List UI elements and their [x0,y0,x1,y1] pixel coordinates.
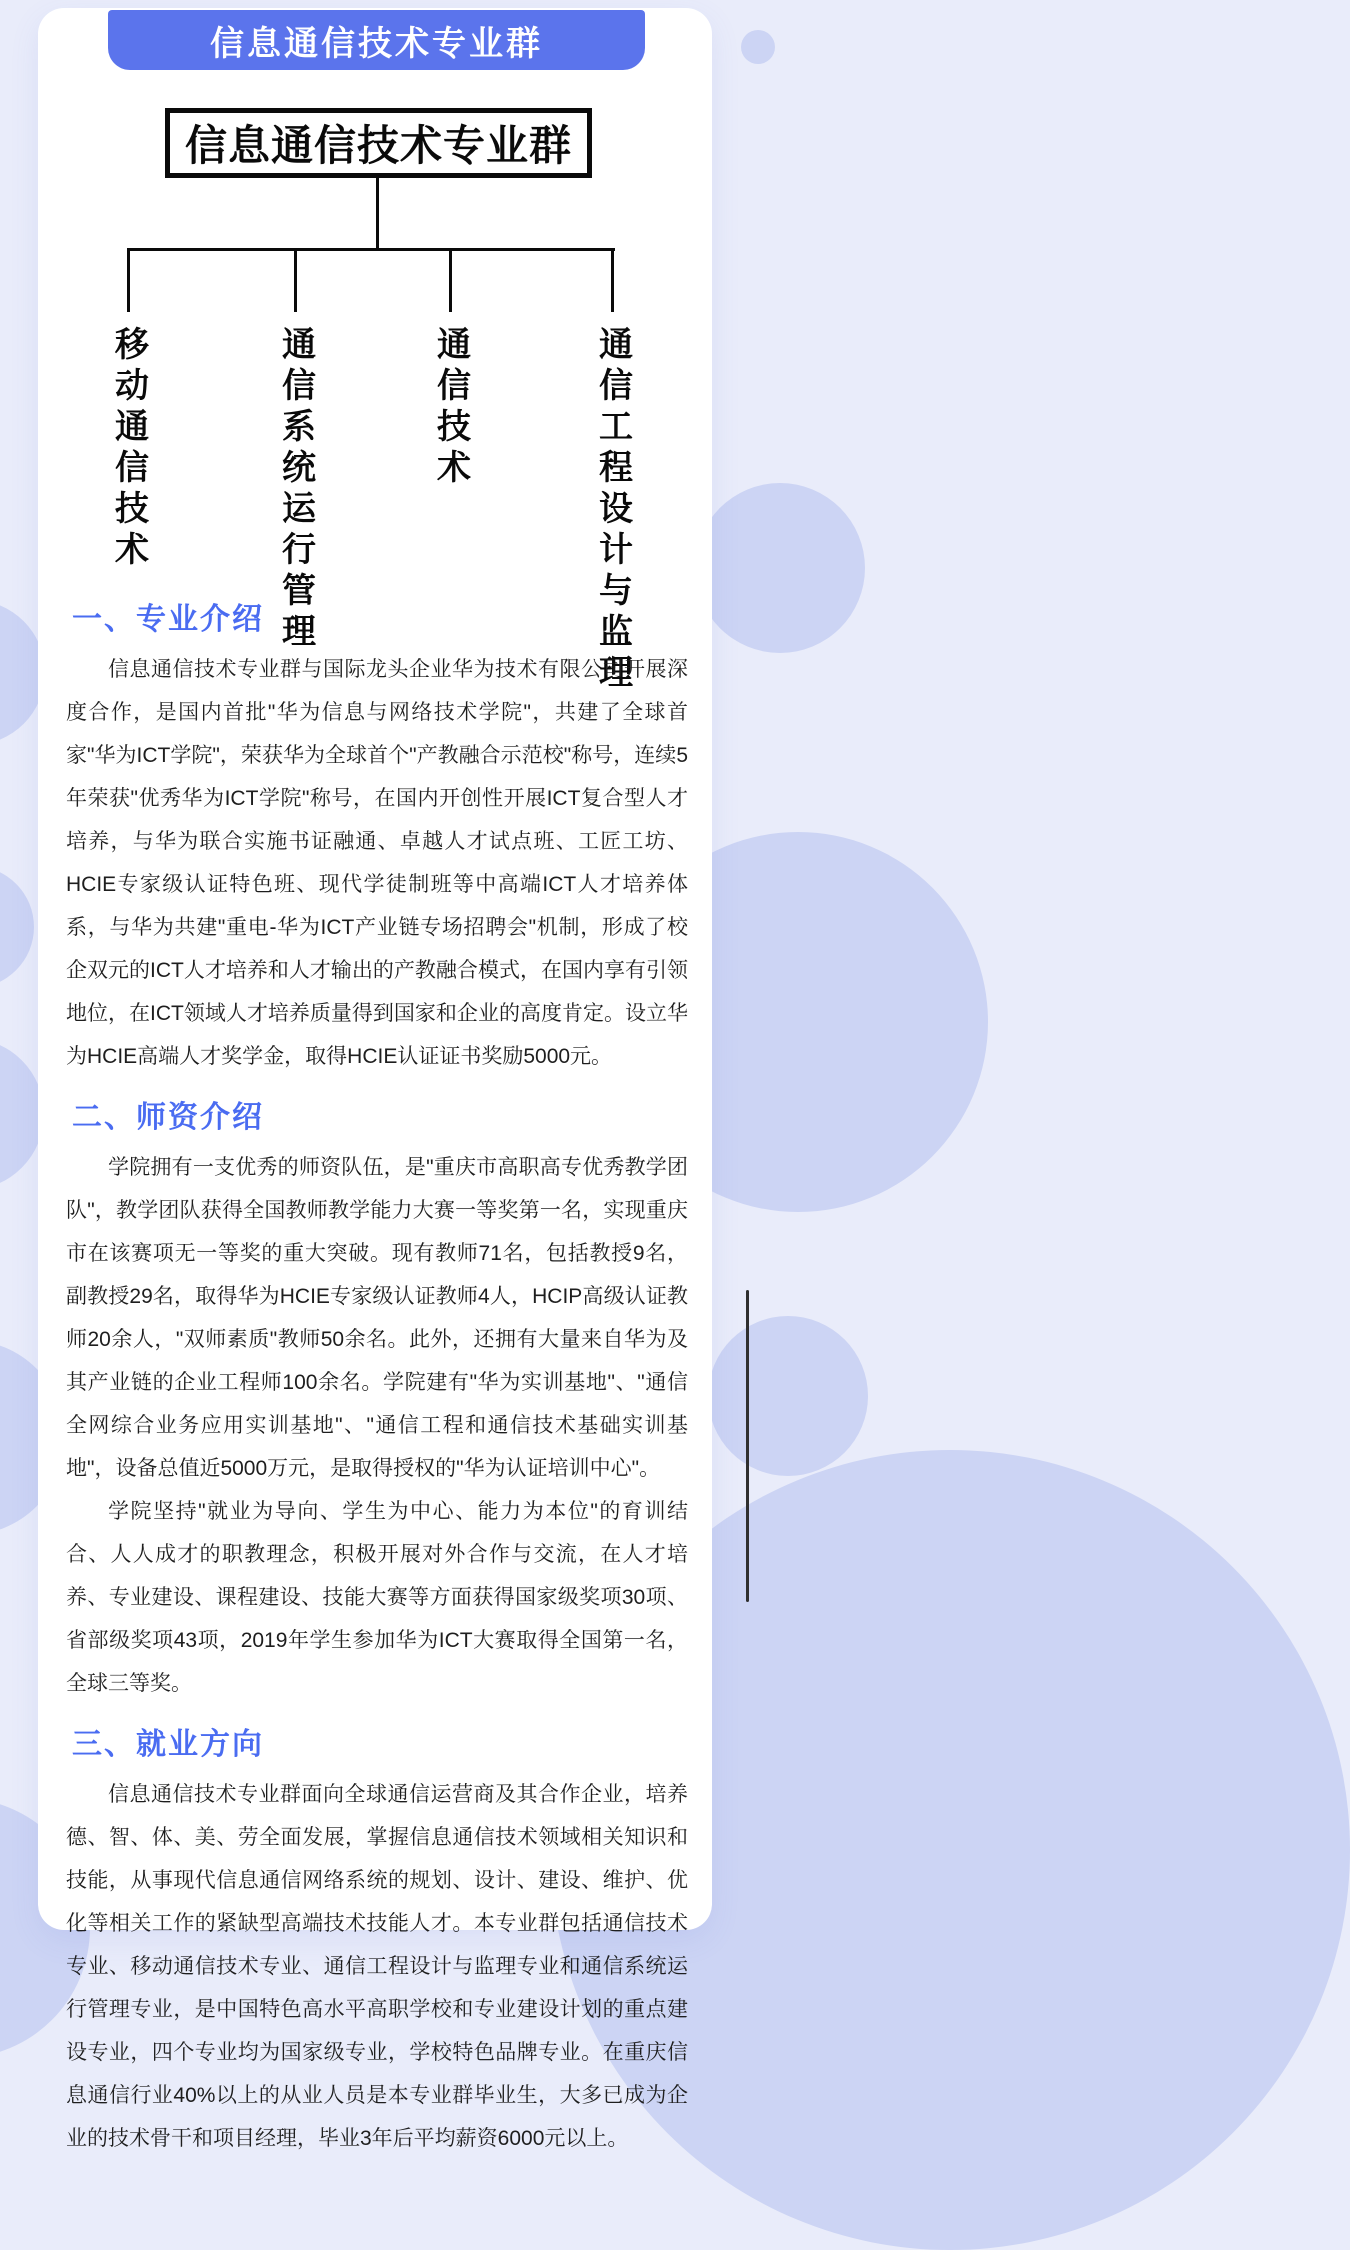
section-heading-major-intro: 一、专业介绍 [72,603,264,636]
connector-stub [376,178,379,248]
org-chart-root-label: 信息通信技术专业群 [184,122,572,169]
section-heading-employment: 三、就业方向 [72,1728,264,1761]
org-chart-branch-system-operation: 通信系统运行管理 [276,326,315,654]
decorative-circle [695,483,865,653]
paragraph: 信息通信技术专业群面向全球通信运营商及其合作企业，培养德、智、体、美、劳全面发展，掌握信息通信技术领域相关知识和技能，从事现代信息通信网络系统的规划、设计、建设、维护、优化等相关工作的紧缺型高端技术技能人才。本专业群包括通信技术专业、移动通信技术专业、通信工程设计与监理专业和通信系统运行管理专业，是中国特色高水平高职学校和专业建设计划的重点建设专业，四个专业均为国家级专业，学校特色品牌专业。在重庆信息通信行业40%以上的从业人员是本专业群毕业生，大多已成为企业的技术骨干和项目经理，毕业3年后平均薪资6000元以上。 [66,1783,688,2150]
decorative-circle [741,30,775,64]
paragraph: 信息通信技术专业群与国际龙头企业华为技术有限公司开展深度合作，是国内首批"华为信息与网络技术学院"，共建了全球首家"华为ICT学院"，荣获华为全球首个"产教融合示范校"称号，连续5年荣获"优秀华为ICT学院"称号，在国内开创性开展ICT复合型人才培养，与华为联合实施书证融通、卓越人才试点班、工匠工坊、HCIE专家级认证特色班、现代学徒制班等中高端ICT人才培养体系，与华为共建"重电-华为ICT产业链专场招聘会"机制，形成了校企双元的ICT人才培养和人才输出的产教融合模式，在国内享有引领地位，在ICT领域人才培养质量得到国家和企业的高度肯定。设立华为HCIE高端人才奖学金，取得HCIE认证证书奖励5000元。 [66,658,688,1068]
org-chart-branch-engineering-design: 通信工程设计与监理 [593,326,632,695]
scrollbar-thumb[interactable] [746,1290,749,1602]
decorative-circle [0,866,34,988]
paragraph: 学院坚持"就业为导向、学生为中心、能力为本位"的育训结合、人人成才的职教理念，积极开展对外合作与交流，在人才培养、专业建设、课程建设、技能大赛等方面获得国家级奖项30项、省部级奖项43项，2019年学生参加华为ICT大赛取得全国第一名，全球三等奖。 [66,1500,688,1695]
connector-horizontal [128,248,615,251]
org-chart-branch-mobile-communication: 移动通信技术 [109,326,148,572]
org-chart-branch-communication-tech: 通信技术 [431,326,470,490]
org-chart-root-box [165,108,592,178]
connector-drop [611,248,614,312]
decorative-circle [708,1316,868,1476]
article-body [66,580,688,2160]
section-heading-faculty-intro: 二、师资介绍 [72,1101,264,1134]
connector-drop [294,248,297,312]
content-card [38,8,712,2150]
paragraph: 学院拥有一支优秀的师资队伍，是"重庆市高职高专优秀教学团队"，教学团队获得全国教师教学能力大赛一等奖第一名，实现重庆市在该赛项无一等奖的重大突破。现有教师71名，包括教授9名，副教授29名，取得华为HCIE专家级认证教师4人，HCIP高级认证教师20余人，"双师素质"教师50余名。此外，还拥有大量来自华为及其产业链的企业工程师100余名。学院建有"华为实训基地"、"通信全网综合业务应用实训基地"、"通信工程和通信技术基础实训基地"，设备总值近5000万元，是取得授权的"华为认证培训中心"。 [66,1156,688,1480]
title-banner [108,10,645,70]
connector-drop [449,248,452,312]
connector-drop [127,248,130,312]
page-title: 信息通信技术专业群 [210,24,543,63]
